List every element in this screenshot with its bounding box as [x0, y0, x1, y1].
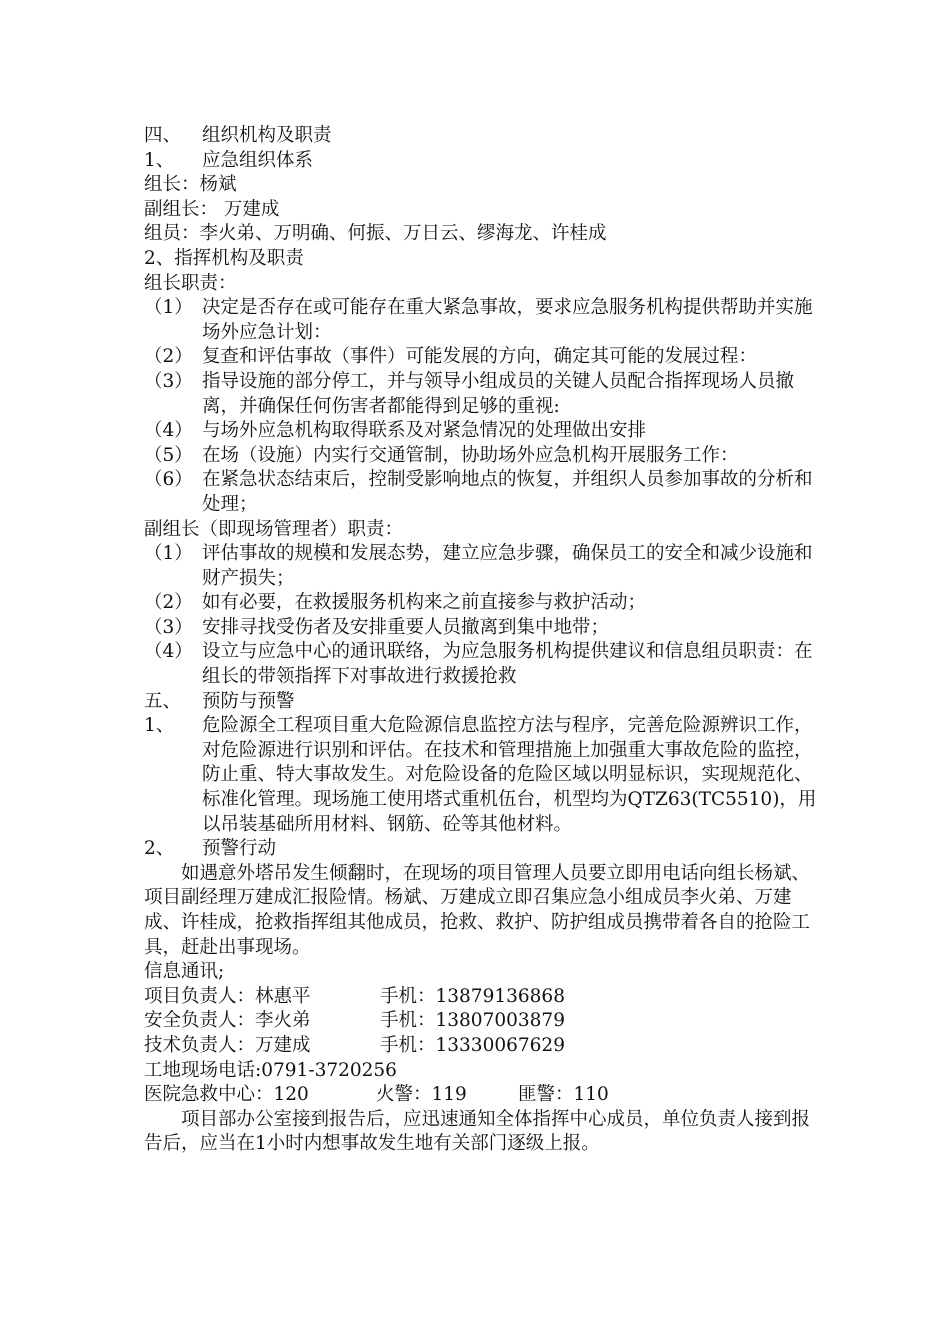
- vice-duty-item: [144, 542, 824, 591]
- contact-role: 项目负责人：林惠平: [144, 985, 311, 1007]
- item-marker: （1）: [144, 543, 193, 565]
- subsection-1-heading: [144, 149, 824, 174]
- item-text: 与场外应急机构取得联系及对紧急情况的处理做出安排: [202, 420, 647, 442]
- item-text: 如有必要，在救援服务机构来之前直接参与救护活动；: [202, 592, 647, 614]
- section-4-heading: [144, 124, 824, 149]
- contact-row: [144, 1009, 824, 1034]
- item-marker: （4）: [144, 420, 193, 442]
- vice-duties-title: 副组长（即现场管理者）职责：: [144, 518, 404, 540]
- vice-leader-line: 副组长： 万建成: [144, 198, 280, 220]
- members-line: 组员：李火弟、万明确、何振、万日云、缪海龙、许桂成: [144, 223, 607, 245]
- item-text: 决定是否存在或可能存在重大紧急事故，要求应急服务机构提供帮助并实施场外应急计划：: [202, 297, 813, 343]
- item-text: 在紧急状态结束后，控制受影响地点的恢复，并组织人员参加事故的分析和处理；: [202, 469, 813, 515]
- leader-duty-item: [144, 444, 824, 469]
- emergency-numbers-line: [144, 1083, 824, 1108]
- contact-phone: 手机：13330067629: [380, 1034, 565, 1056]
- section-number: 五、: [144, 690, 182, 712]
- subsection-2-heading: 2、指挥机构及职责: [144, 247, 304, 269]
- leader-line: 组长：杨斌: [144, 174, 237, 196]
- item-marker: （3）: [144, 616, 193, 638]
- subsection-number: 1、: [144, 149, 175, 171]
- item-marker: （4）: [144, 641, 193, 663]
- leader-duty-item: [144, 345, 824, 370]
- section-number: 四、: [144, 125, 182, 146]
- warning-action-paragraph: 如遇意外塔吊发生倾翻时，在现场的项目管理人员要立即用电话向组长杨斌、项目副经理万建成汇报险情。杨斌、万建成立即召集应急小组成员李火弟、万建成、许桂成，抢救指挥组其他成员，抢救、救护、防护组成员携带着各自的抢险工具，赶赴出事现场。: [144, 862, 811, 958]
- item-marker: 2、: [144, 838, 175, 860]
- document-page: [144, 124, 824, 1157]
- vice-duty-item: [144, 591, 824, 616]
- contact-role: 技术负责人：万建成: [144, 1034, 311, 1056]
- leader-duties-title: 组长职责：: [144, 272, 237, 294]
- prevention-item-1: [144, 714, 824, 837]
- fire-number: 火警：119: [376, 1084, 467, 1106]
- item-text: 在场（设施）内实行交通管制，协助场外应急机构开展服务工作：: [202, 444, 739, 466]
- item-title: 预警行动: [202, 838, 277, 860]
- section-title: 预防与预警: [202, 690, 295, 712]
- section-title: 组织机构及职责: [202, 125, 332, 146]
- contact-phone: 手机：13807003879: [380, 1010, 565, 1032]
- info-title: 信息通讯;: [144, 961, 225, 983]
- contact-role: 安全负责人：李火弟: [144, 1010, 311, 1032]
- vice-duty-item: [144, 640, 824, 689]
- item-marker: （2）: [144, 346, 193, 368]
- item-text: 复查和评估事故（事件）可能发展的方向，确定其可能的发展过程：: [202, 346, 758, 368]
- item-text: 评估事故的规模和发展态势，建立应急步骤，确保员工的安全和减少设施和财产损失；: [202, 543, 813, 589]
- contact-row: [144, 1034, 824, 1059]
- prevention-item-2-heading: [144, 837, 824, 862]
- leader-duty-item: [144, 468, 824, 517]
- item-text: 安排寻找受伤者及安排重要人员撤离到集中地带；: [202, 616, 610, 638]
- item-text: 指导设施的部分停工，并与领导小组成员的关键人员配合指挥现场人员撤离，并确保任何伤害者都能得到足够的重视:: [202, 370, 795, 417]
- item-marker: （2）: [144, 592, 193, 614]
- police-number: 匪警：110: [518, 1084, 609, 1106]
- contact-row: [144, 985, 824, 1010]
- site-phone-line: 工地现场电话:0791-3720256: [144, 1059, 397, 1081]
- item-marker: （5）: [144, 444, 193, 466]
- hospital-number: 医院急救中心：120: [144, 1084, 309, 1106]
- reporting-paragraph: 项目部办公室接到报告后，应迅速通知全体指挥中心成员，单位负责人接到报告后，应当在1小时内想事故发生地有关部门逐级上报。: [144, 1108, 811, 1155]
- item-marker: 1、: [144, 715, 175, 737]
- leader-duty-item: [144, 370, 824, 419]
- subsection-title: 应急组织体系: [202, 149, 314, 171]
- item-text: 危险源全工程项目重大危险源信息监控方法与程序，完善危险源辨识工作，对危险源进行识别和评估。在技术和管理措施上加强重大事故危险的监控，防止重、特大事故发生。对危险设备的危险区域以明显标识，实现规范化、标准化管理。现场施工使用塔式重机伍台，机型均为QTZ63(TC5510)，用以吊装基础所用材料、钢筋、砼等其他材料。: [202, 715, 817, 835]
- item-marker: （1）: [144, 297, 193, 319]
- leader-duty-item: [144, 419, 824, 444]
- vice-duty-item: [144, 616, 824, 641]
- contact-phone: 手机：13879136868: [380, 985, 565, 1007]
- item-marker: （6）: [144, 469, 193, 491]
- leader-duty-item: [144, 296, 824, 345]
- item-text: 设立与应急中心的通讯联络，为应急服务机构提供建议和信息组员职责：在组长的带领指挥下对事故进行救援抢救: [202, 641, 813, 688]
- item-marker: （3）: [144, 370, 193, 392]
- section-5-heading: [144, 690, 824, 715]
